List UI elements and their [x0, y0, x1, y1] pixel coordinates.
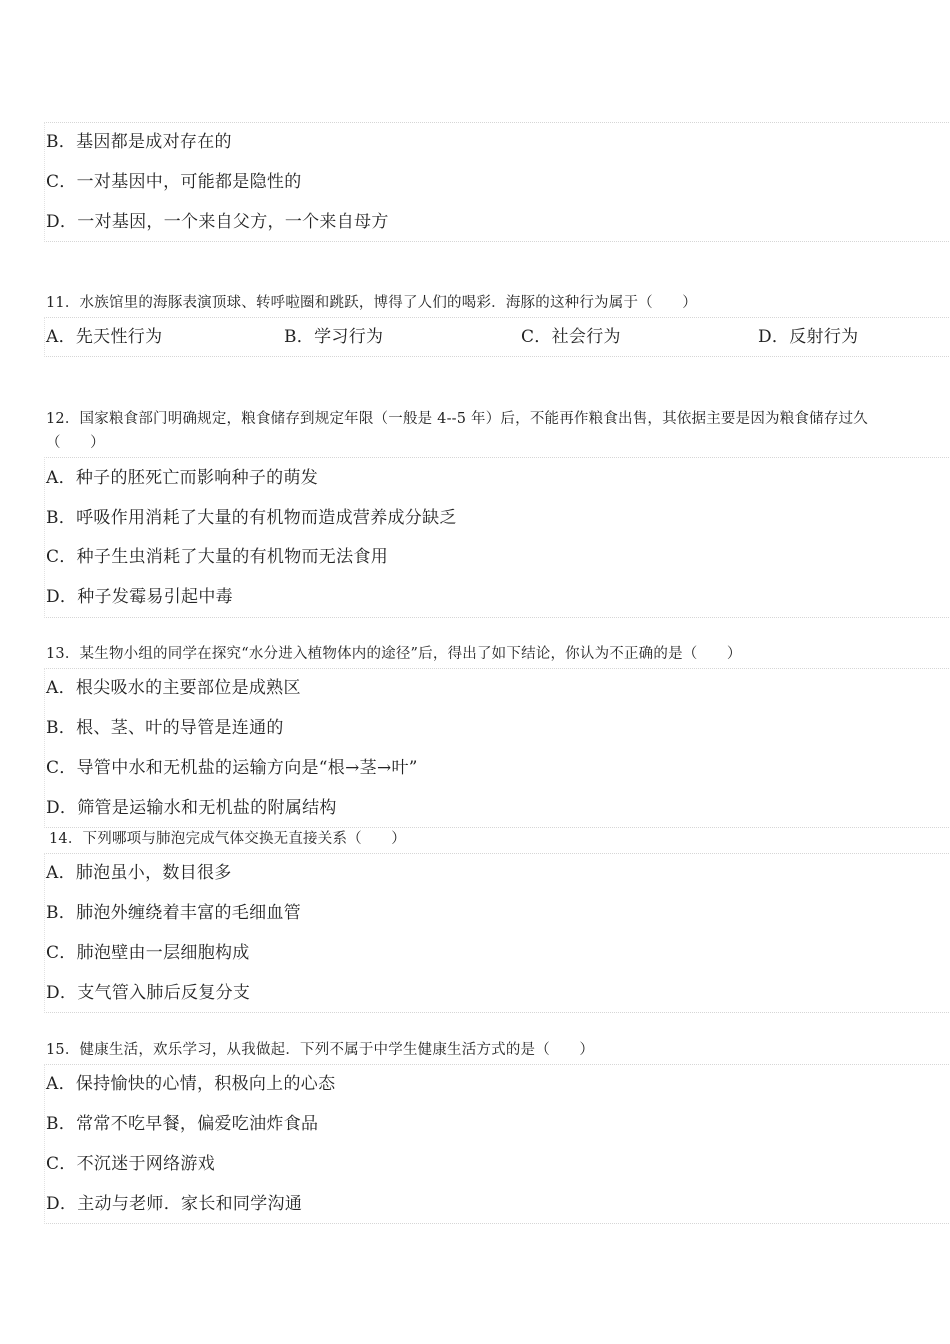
q14-option-a: A．肺泡虽小，数目很多: [46, 863, 232, 883]
q14-stem: 14．下列哪项与肺泡完成气体交换无直接关系（ ）: [49, 831, 406, 847]
q15-option-d: D．主动与老师．家长和同学沟通: [46, 1194, 303, 1214]
q12-option-a: A．种子的胚死亡而影响种子的萌发: [46, 468, 319, 488]
q13-option-d: D．筛管是运输水和无机盐的附属结构: [46, 798, 337, 818]
q13-option-c: C．导管中水和无机盐的运输方向是“根→茎→叶”: [46, 758, 418, 778]
q10-option-d: D．一对基因，一个来自父方，一个来自母方: [46, 212, 389, 232]
q14-option-c: C．肺泡壁由一层细胞构成: [46, 943, 250, 963]
q11-option-c: C．社会行为: [521, 327, 621, 347]
q11-option-a: A．先天性行为: [46, 327, 163, 347]
q11-option-d: D．反射行为: [758, 327, 859, 347]
q13-option-b: B．根、茎、叶的导管是连通的: [46, 718, 284, 738]
q12-option-c: C．种子生虫消耗了大量的有机物而无法食用: [46, 547, 389, 567]
q12-option-b: B．呼吸作用消耗了大量的有机物而造成营养成分缺乏: [46, 508, 457, 528]
q12-option-d: D．种子发霉易引起中毒: [46, 587, 233, 607]
q11-stem: 11．水族馆里的海豚表演顶球、转呼啦圈和跳跃，博得了人们的喝彩．海豚的这种行为属于（ ）: [46, 295, 697, 311]
q10-option-c: C．一对基因中，可能都是隐性的: [46, 172, 302, 192]
q15-stem: 15．健康生活，欢乐学习，从我做起．下列不属于中学生健康生活方式的是（ ）: [46, 1042, 595, 1058]
q13-option-a: A．根尖吸水的主要部位是成熟区: [46, 678, 301, 698]
q15-option-b: B．常常不吃早餐，偏爱吃油炸食品: [46, 1114, 319, 1134]
q12-stem: 12．国家粮食部门明确规定，粮食储存到规定年限（一般是 4--5 年）后，不能再作粮食出售，其依据主要是因为粮食储存过久（ ）: [46, 411, 868, 451]
q15-option-c: C．不沉迷于网络游戏: [46, 1154, 216, 1174]
q10-option-b: B．基因都是成对存在的: [46, 132, 232, 152]
q15-option-a: A．保持愉快的心情，积极向上的心态: [46, 1074, 336, 1094]
q11-option-b: B．学习行为: [284, 327, 384, 347]
q14-option-d: D．支气管入肺后反复分支: [46, 983, 251, 1003]
q13-stem: 13．某生物小组的同学在探究“水分进入植物体内的途径”后，得出了如下结论，你认为不正确的是（ ）: [46, 646, 742, 662]
q14-option-b: B．肺泡外缠绕着丰富的毛细血管: [46, 903, 301, 923]
